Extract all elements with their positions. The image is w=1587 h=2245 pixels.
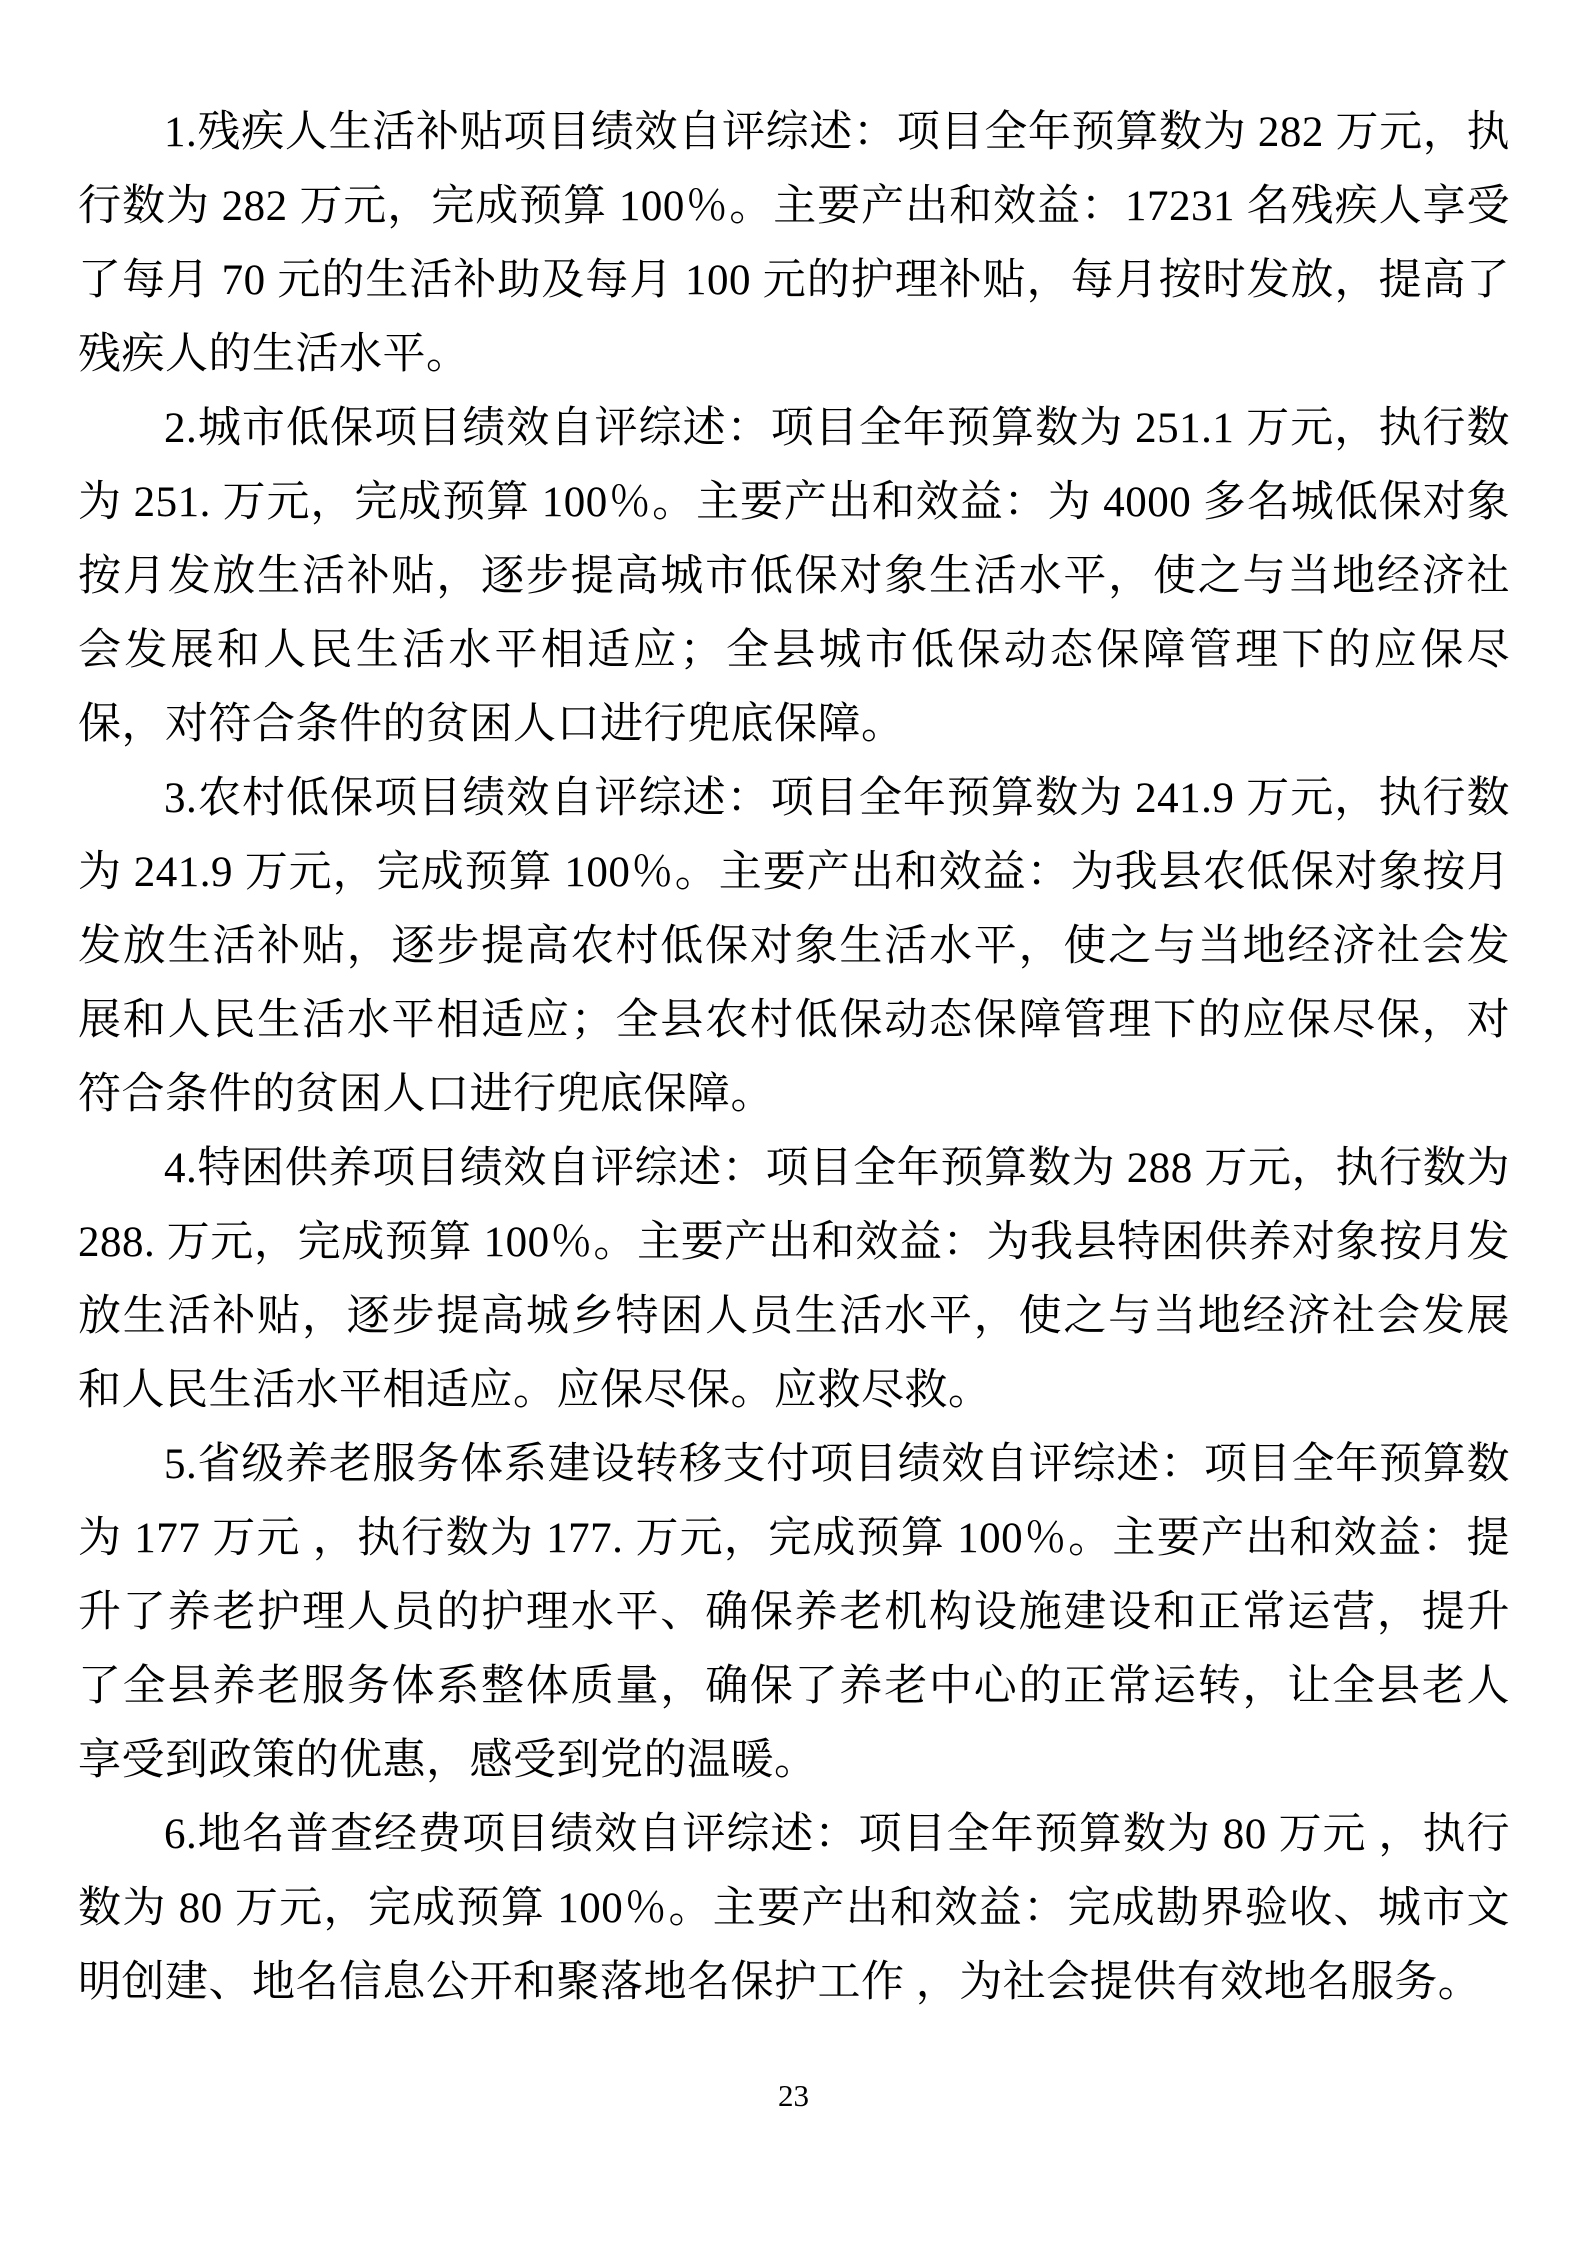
paragraph-3: 3.农村低保项目绩效自评综述：项目全年预算数为 241.9 万元，执行数为 241.9 万元，完成预算 100％。主要产出和效益：为我县农低保对象按月发放生活补贴，逐步提高农村低保对象生活水平，使之与当地经济社会发展和人民生活水平相适应；全县农村低保动态保障管理下的应保尽保，对符合条件的贫困人口进行兜底保障。 <box>78 775 1510 1118</box>
paragraph-5: 5.省级养老服务体系建设转移支付项目绩效自评综述：项目全年预算数为 177 万元 ，执行数为 177. 万元，完成预算 100％。主要产出和效益：提升了养老护理人员的护理水平、确保养老机构设施建设和正常运营，提升了全县养老服务体系整体质量，确保了养老中心的正常运转，让全县老人享受到政策的优惠，感受到党的温暖。 <box>78 1441 1510 1784</box>
page-footer <box>0 2078 1587 2114</box>
document-body <box>78 96 1510 2020</box>
paragraph-1: 1.残疾人生活补贴项目绩效自评综述：项目全年预算数为 282 万元，执行数为 282 万元，完成预算 100％。主要产出和效益：17231 名残疾人享受了每月 70 元的生活补助及每月 100 元的护理补贴，每月按时发放，提高了残疾人的生活水平。 <box>78 109 1510 378</box>
paragraph-6: 6.地名普查经费项目绩效自评综述：项目全年预算数为 80 万元 ，执行数为 80 万元，完成预算 100％。主要产出和效益：完成勘界验收、城市文明创建、地名信息公开和聚落地名保护工作 ，为社会提供有效地名服务。 <box>78 1811 1510 2006</box>
page-number: 23 <box>778 2078 809 2113</box>
paragraph-2: 2.城市低保项目绩效自评综述：项目全年预算数为 251.1 万元，执行数为 251. 万元，完成预算 100％。主要产出和效益：为 4000 多名城低保对象按月发放生活补贴，逐步提高城市低保对象生活水平，使之与当地经济社会发展和人民生活水平相适应；全县城市低保动态保障管理下的应保尽保，对符合条件的贫困人口进行兜底保障。 <box>78 405 1510 748</box>
paragraph-4: 4.特困供养项目绩效自评综述：项目全年预算数为 288 万元，执行数为 288. 万元，完成预算 100％。主要产出和效益：为我县特困供养对象按月发放生活补贴，逐步提高城乡特困人员生活水平，使之与当地经济社会发展和人民生活水平相适应。应保尽保。应救尽救。 <box>78 1145 1510 1414</box>
